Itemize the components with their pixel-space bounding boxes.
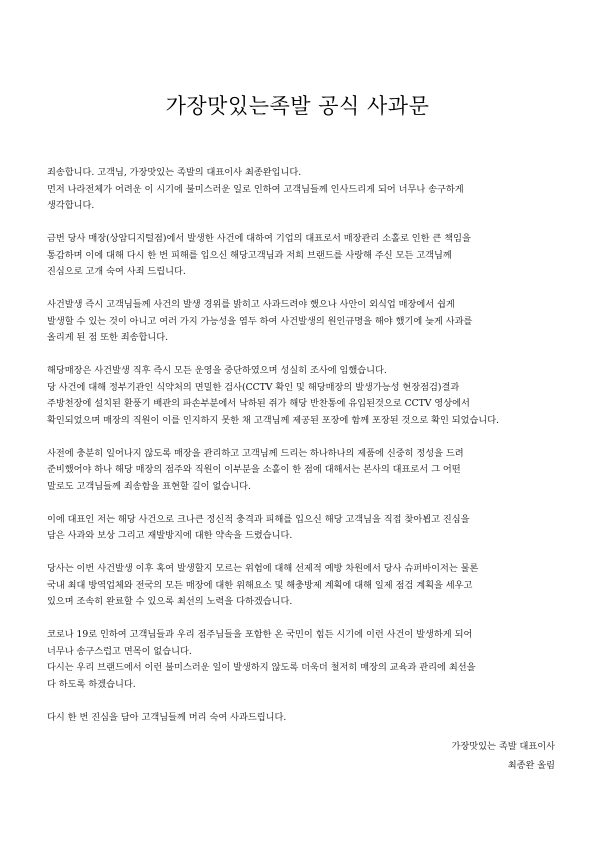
paragraph-line: 올리게 된 점 또한 죄송합니다. (47, 332, 169, 343)
paragraph (47, 561, 559, 611)
paragraph-line: 다 하도록 하겠습니다. (47, 678, 136, 690)
paragraph (47, 446, 559, 496)
paragraph (47, 710, 559, 727)
paragraph-line: 주방천장에 설치된 환풍기 배관의 파손부분에서 낙하된 쥐가 해당 반찬통에 유입된것으로 CCTV 영상에서 (47, 398, 470, 409)
paragraph (47, 512, 559, 545)
paragraph-line: 생각합니다. (47, 200, 95, 211)
paragraph-line: 준비했어야 하나 해당 매장의 점주와 직원이 이부분을 소홀이 한 점에 대해서는 본사의 대표로서 그 어떤 (47, 464, 461, 475)
paragraph (47, 165, 559, 215)
signature-block (452, 737, 555, 775)
paragraph-line: 당사는 이번 사건발생 이후 혹여 발생할지 모르는 위험에 대해 선제적 예방 차원에서 당사 슈퍼바이저는 물론 (47, 563, 479, 574)
paragraph-line: 먼저 나라전체가 어려운 이 시기에 불미스러운 일로 인하여 고객님들께 인사드리게 되어 너무나 송구하게 (47, 183, 464, 195)
paragraph-line: 다시 한 번 진심을 담아 고객님들께 머리 숙여 사과드립니다. (47, 711, 287, 723)
paragraph-line: 있으며 조속히 완료할 수 있으록 최선의 노력을 다하겠습니다. (47, 596, 293, 607)
signature-company-title: 가장맛있는 족발 대표이사 (451, 741, 555, 752)
paragraph-line: 당 사건에 대해 정부기관인 식약처의 면밀한 검사(CCTV 확인 및 해당매장의 발생가능성 현장점검)결과 (47, 381, 460, 393)
paragraph-line: 금번 당사 매장(상암디지털점)에서 발생한 사건에 대하여 기업의 대표로서 매장관리 소홀로 인한 큰 책임을 (47, 233, 471, 244)
paragraph-line: 사전에 충분히 일어나지 않도록 매장을 관리하고 고객님께 드리는 하나하나의 제품에 신중히 정성을 드려 (47, 447, 464, 459)
paragraph-line: 해당매장은 사건발생 직후 즉시 모든 운영을 중단하였으며 성실히 조사에 임했습니다. (47, 365, 387, 376)
paragraph-line: 말로도 고객님들께 죄송함을 표현할 길이 없습니다. (47, 480, 251, 492)
paragraph-line: 국내 최대 방역업체와 전국의 모든 매장에 대한 위해요소 및 해충방제 계획에 대해 일제 점검 계획을 세우고 (47, 579, 473, 591)
paragraph-line: 다시는 우리 브랜드에서 이런 불미스러운 일이 발생하지 않도록 더욱더 철저히 매장의 교육과 관리에 최선을 (47, 662, 476, 673)
paragraph-line: 발생할 수 있는 것이 아니고 여러 가지 가능성을 염두 하여 사건발생의 원인규명을 해야 했기에 늦게 사과를 (47, 315, 473, 327)
paragraph-line: 너무나 송구스럽고 면목이 없습니다. (47, 645, 192, 657)
paragraph-line: 코로나 19로 인하여 고객님들과 우리 점주님들을 포함한 온 국민이 힘든 시기에 이런 사건이 발생하게 되어 (47, 629, 473, 640)
signature-name: 최종완 올림 (507, 760, 555, 771)
paragraph-line: 사건발생 즉시 고객님들께 사건의 발생 경위를 밝히고 사과드려야 했으나 사안이 외식업 매장에서 쉽게 (47, 299, 455, 310)
paragraph (47, 363, 559, 429)
paragraph-line: 이에 대표인 저는 해당 사건으로 크나큰 정신적 충격과 피해를 입으신 해당 고객님을 직접 찾아뵙고 진심을 (47, 513, 470, 525)
paragraph-line: 통감하며 이에 대해 다시 한 번 피해를 입으신 해당고객님과 저희 브랜드를 사랑해 주신 모든 고객님께 (47, 249, 452, 261)
paragraph-line: 확인되었으며 매장의 직원이 이를 인지하지 못한 채 고객님께 제공된 포장에 함께 포장된 것으로 확인 되었습니다. (47, 414, 500, 426)
document-body (47, 165, 559, 743)
paragraph (47, 231, 559, 281)
paragraph-line: 담은 사과와 보상 그리고 재발방지에 대한 약속을 드렸습니다. (47, 530, 293, 541)
paragraph (47, 627, 559, 693)
paragraph (47, 297, 559, 347)
paragraph-line: 진심으로 고개 숙여 사죄 드립니다. (47, 266, 186, 277)
document-title: 가장맛있는족발 공식 사과문 (165, 94, 430, 118)
paragraph-line: 죄송합니다. 고객님, 가장맛있는 족발의 대표이사 최종완입니다. (47, 167, 302, 178)
